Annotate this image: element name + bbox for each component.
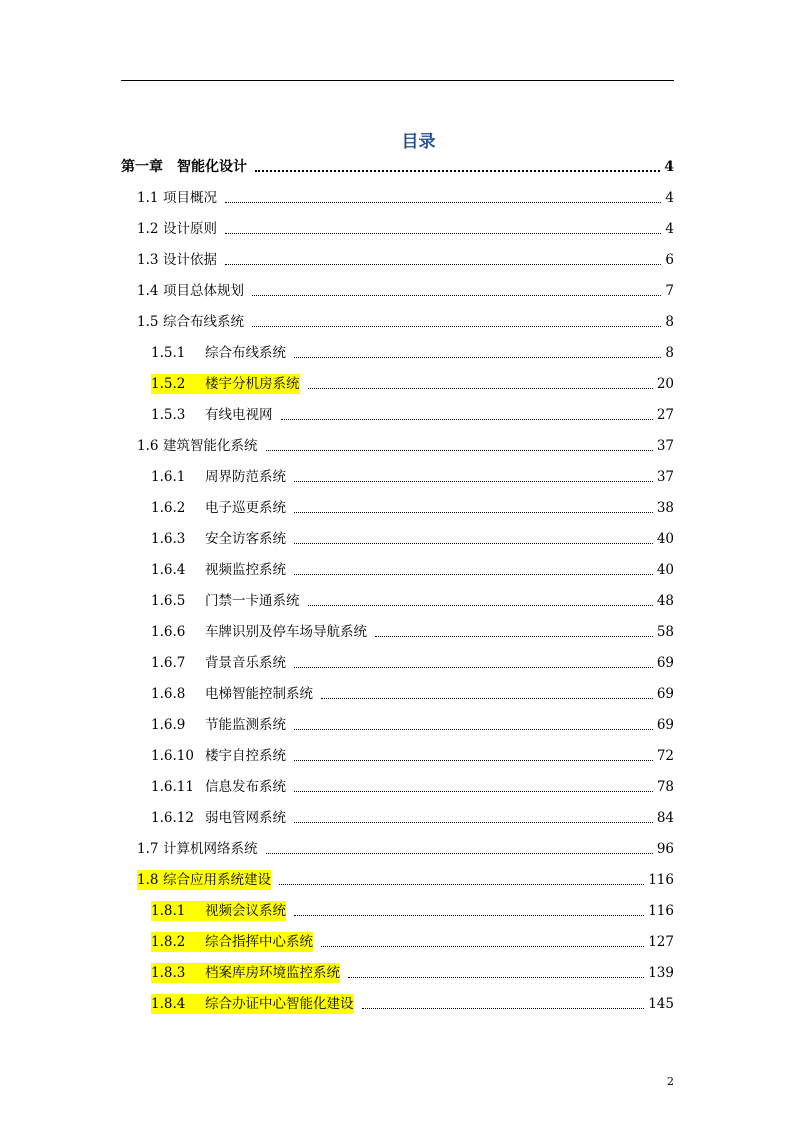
toc-entry-text: 项目概况 <box>163 190 217 206</box>
toc-entry-leader <box>294 480 653 482</box>
toc-entry-text: 信息发布系统 <box>205 779 286 795</box>
toc-entry-page: 4 <box>665 221 674 237</box>
toc-entry-text: 档案库房环境监控系统 <box>205 965 340 981</box>
toc-entry-text: 楼宇自控系统 <box>205 748 286 764</box>
toc-entry-number: 1.6.4 <box>151 562 186 578</box>
toc-entry-text: 节能监测系统 <box>205 717 286 733</box>
toc-entry[interactable] <box>137 312 674 332</box>
toc-entry[interactable] <box>151 374 674 394</box>
toc-entry-number: 1.6.9 <box>151 717 186 733</box>
toc-entry-label <box>151 560 286 580</box>
toc-entry[interactable] <box>137 188 674 208</box>
toc-entry-label <box>151 684 313 704</box>
toc-entry-page: 37 <box>656 438 674 454</box>
toc-entry-number: 1.6.2 <box>151 500 186 516</box>
toc-entry-number: 1.8 <box>137 872 159 888</box>
toc-entry-label <box>137 250 217 270</box>
toc-entry-leader <box>294 759 653 761</box>
toc-title: 目录 <box>401 132 436 152</box>
toc-entry-number: 1.5.3 <box>151 407 186 423</box>
toc-entry-text: 有线电视网 <box>205 407 273 423</box>
toc-entry-label <box>151 932 313 952</box>
toc-entry-leader <box>225 232 661 234</box>
toc-entry-text: 项目总体规划 <box>163 283 244 299</box>
toc-entry[interactable] <box>151 405 674 425</box>
toc-entry-label <box>151 591 300 611</box>
toc-entry-label <box>151 467 286 487</box>
toc-entry[interactable] <box>151 622 674 642</box>
toc-entry-label <box>151 777 286 797</box>
toc-entry-leader <box>294 542 653 544</box>
toc-entry-label <box>137 839 258 859</box>
toc-entry-page: 96 <box>656 841 674 857</box>
toc-entry-page: 145 <box>648 996 674 1012</box>
toc-entry-page: 27 <box>656 407 674 423</box>
toc-entry[interactable] <box>151 994 674 1014</box>
toc-entry-text: 视频会议系统 <box>205 903 286 919</box>
toc-entry-number: 1.8.4 <box>151 996 186 1012</box>
toc-entry-label <box>151 374 300 394</box>
toc-entry-page: 72 <box>656 748 674 764</box>
toc-entry-leader <box>255 169 660 172</box>
toc-entry-number: 1.2 <box>137 221 159 237</box>
toc-entry-page: 116 <box>648 872 674 888</box>
toc-entry-number: 1.4 <box>137 283 159 299</box>
toc-entry-number: 1.6.5 <box>151 593 186 609</box>
toc-entry-page: 38 <box>656 500 674 516</box>
toc-entry-number: 1.6.6 <box>151 624 186 640</box>
toc-entry-text: 视频监控系统 <box>205 562 286 578</box>
toc-entry-leader <box>362 1007 645 1009</box>
toc-entry-page: 58 <box>656 624 674 640</box>
toc-entry-page: 139 <box>648 965 674 981</box>
toc-entry-number: 1.6.3 <box>151 531 186 547</box>
toc-entry-label <box>151 808 286 828</box>
toc-entry-leader <box>294 573 653 575</box>
toc-entry-number: 第一章 <box>121 159 163 175</box>
toc-entry[interactable] <box>151 529 674 549</box>
toc-entry-number: 1.6.12 <box>151 810 194 826</box>
toc-entry[interactable] <box>151 591 674 611</box>
toc-entry-number: 1.8.1 <box>151 903 186 919</box>
toc-entry[interactable] <box>151 467 674 487</box>
toc-entry[interactable] <box>151 715 674 735</box>
toc-entry-text: 安全访客系统 <box>205 531 286 547</box>
toc-entry-number: 1.1 <box>137 190 159 206</box>
toc-entry-page: 84 <box>656 810 674 826</box>
toc-entry-leader <box>308 387 653 389</box>
toc-entry[interactable] <box>137 436 674 456</box>
toc-entry-leader <box>294 511 653 513</box>
toc-entry[interactable] <box>151 932 674 952</box>
toc-entry-text: 综合布线系统 <box>163 314 244 330</box>
toc-entry-label <box>137 312 244 332</box>
toc-entry[interactable] <box>137 870 674 890</box>
toc-entry-text: 智能化设计 <box>177 159 247 175</box>
toc-entry-page: 4 <box>664 159 674 175</box>
toc-entry[interactable] <box>151 684 674 704</box>
toc-entry-page: 48 <box>656 593 674 609</box>
toc-entry[interactable] <box>151 963 674 983</box>
toc-entry[interactable] <box>151 560 674 580</box>
toc-entry-number: 1.6.1 <box>151 469 186 485</box>
toc-entry-leader <box>294 356 661 358</box>
toc-entry-leader <box>321 945 644 947</box>
toc-entry-page: 4 <box>665 190 674 206</box>
toc-entry-label <box>137 188 217 208</box>
toc-entry[interactable] <box>121 157 674 177</box>
toc-entry-page: 6 <box>665 252 674 268</box>
toc-entry-label <box>151 746 286 766</box>
toc-entry-text: 设计原则 <box>163 221 217 237</box>
toc-entry-text: 背景音乐系统 <box>205 655 286 671</box>
toc-entry-label <box>121 157 247 177</box>
toc-entry-page: 7 <box>665 283 674 299</box>
toc-entry-page: 116 <box>648 903 674 919</box>
toc-entry[interactable] <box>137 839 674 859</box>
toc-entry-leader <box>348 976 644 978</box>
toc-entry-number: 1.6.8 <box>151 686 186 702</box>
toc-entry-number: 1.6.10 <box>151 748 194 764</box>
toc-entry-text: 综合布线系统 <box>205 345 286 361</box>
toc-entry-text: 电子巡更系统 <box>205 500 286 516</box>
toc-entry-label <box>151 498 286 518</box>
toc-entry-leader <box>252 325 661 327</box>
toc-entry[interactable] <box>137 219 674 239</box>
toc-entry-page: 40 <box>656 562 674 578</box>
toc-entry-leader <box>281 418 653 420</box>
toc-entry-number: 1.6.11 <box>151 779 194 795</box>
toc-entry-text: 综合应用系统建设 <box>163 872 271 888</box>
toc-entry-label <box>151 963 340 983</box>
toc-entry-page: 127 <box>648 934 674 950</box>
toc-entry-page: 8 <box>665 345 674 361</box>
toc-entry-number: 1.6 <box>137 438 159 454</box>
toc-entry-label <box>151 343 286 363</box>
page-number: 2 <box>667 1075 674 1088</box>
toc-entry-text: 周界防范系统 <box>205 469 286 485</box>
toc-entry-text: 弱电管网系统 <box>205 810 286 826</box>
toc-entry-label <box>151 715 286 735</box>
toc-entry-number: 1.8.3 <box>151 965 186 981</box>
toc-entry-text: 门禁一卡通系统 <box>205 593 300 609</box>
toc-entry-page: 20 <box>656 376 674 392</box>
toc-entry-leader <box>294 914 644 916</box>
toc-entry-leader <box>225 263 661 265</box>
toc-entry-leader <box>266 449 653 451</box>
toc-entry-text: 综合办证中心智能化建设 <box>205 996 354 1012</box>
toc-entry[interactable] <box>151 498 674 518</box>
toc-entry-page: 8 <box>665 314 674 330</box>
toc-entry-label <box>137 281 244 301</box>
toc-entry-leader <box>252 294 661 296</box>
toc-entry[interactable] <box>137 281 674 301</box>
toc-entry[interactable] <box>137 250 674 270</box>
toc-entry-page: 69 <box>656 717 674 733</box>
toc-entry-text: 综合指挥中心系统 <box>205 934 313 950</box>
toc-entry-text: 计算机网络系统 <box>163 841 258 857</box>
toc-entry-leader <box>308 604 653 606</box>
toc-entry-leader <box>266 852 653 854</box>
toc-entry-leader <box>321 697 653 699</box>
toc-entry-page: 40 <box>656 531 674 547</box>
toc-entry-number: 1.3 <box>137 252 159 268</box>
toc-entry-number: 1.6.7 <box>151 655 186 671</box>
toc-entry-page: 69 <box>656 686 674 702</box>
toc-entry[interactable] <box>151 901 674 921</box>
toc-entry-label <box>151 622 367 642</box>
toc-entry-label <box>137 870 271 890</box>
toc-entry-text: 楼宇分机房系统 <box>205 376 300 392</box>
toc-entry-leader <box>225 201 661 203</box>
toc-entry-label <box>151 901 286 921</box>
toc-entry-number: 1.7 <box>137 841 159 857</box>
toc-entry-text: 设计依据 <box>163 252 217 268</box>
toc-entry-label <box>151 653 286 673</box>
header-rule <box>121 80 674 81</box>
toc-entry[interactable] <box>151 653 674 673</box>
toc-entry-text: 电梯智能控制系统 <box>205 686 313 702</box>
toc-entry-leader <box>294 728 653 730</box>
toc-entry[interactable] <box>151 343 674 363</box>
toc-entry-text: 建筑智能化系统 <box>163 438 258 454</box>
toc-entry-label <box>137 219 217 239</box>
toc-entry[interactable] <box>151 808 674 828</box>
toc-entry-label <box>151 529 286 549</box>
toc-entry-page: 78 <box>656 779 674 795</box>
toc-entry-label <box>151 994 354 1014</box>
toc-entry-page: 69 <box>656 655 674 671</box>
toc-entry-leader <box>294 821 653 823</box>
toc-entry[interactable] <box>151 746 674 766</box>
toc-entry-leader <box>375 635 653 637</box>
toc-entry-number: 1.5.1 <box>151 345 186 361</box>
toc-entry-label <box>151 405 273 425</box>
toc-entry-label <box>137 436 258 456</box>
toc-entry-number: 1.5 <box>137 314 159 330</box>
toc-entry-text: 车牌识别及停车场导航系统 <box>205 624 367 640</box>
toc-entry-number: 1.8.2 <box>151 934 186 950</box>
toc-entry-leader <box>279 883 644 885</box>
toc-entry-leader <box>294 790 653 792</box>
toc-entry-leader <box>294 666 653 668</box>
toc-entry[interactable] <box>151 777 674 797</box>
toc-entry-number: 1.5.2 <box>151 376 186 392</box>
toc-entry-page: 37 <box>656 469 674 485</box>
